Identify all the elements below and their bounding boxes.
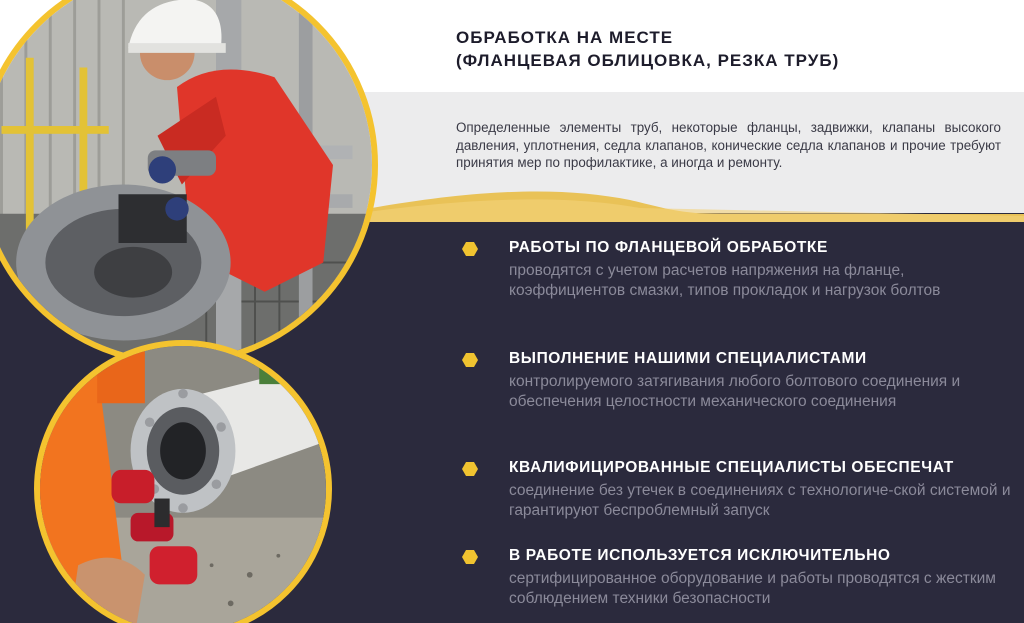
feature-title: В РАБОТЕ ИСПОЛЬЗУЕТСЯ ИСКЛЮЧИТЕЛЬНО [509, 547, 891, 564]
feature-text: сертифицированное оборудование и работы проводятся с жестким соблюдением техники безопасности [509, 570, 996, 607]
pipe-cutting-photo [34, 340, 332, 623]
feature-title: КВАЛИФИЦИРОВАННЫЕ СПЕЦИАЛИСТЫ ОБЕСПЕЧАТ [509, 459, 954, 476]
page-title [456, 26, 1016, 72]
feature-title: ВЫПОЛНЕНИЕ НАШИМИ СПЕЦИАЛИСТАМИ [509, 350, 867, 367]
feature-text: проводятся с учетом расчетов напряжения на фланце, коэффициентов смазки, типов прокладок и нагрузок болтов [509, 262, 941, 299]
feature-title: РАБОТЫ ПО ФЛАНЦЕВОЙ ОБРАБОТКЕ [509, 239, 828, 256]
intro-paragraph: Определенные элементы труб, некоторые фланцы, задвижки, клапаны высокого давления, уплотнения, седла клапанов, конические седла клапанов и прочие требуют принятия мер по профилактике, а иногда и ремонту. [456, 120, 1001, 170]
gold-accent-swoosh [300, 190, 1024, 222]
feature-text: контролируемого затягивания любого болтового соединения и обеспечения целостности механического соединения [509, 373, 961, 410]
page-title-line-1: ОБРАБОТКА НА МЕСТЕ [456, 28, 674, 47]
feature-text: соединение без утечек в соединениях с технологиче-ской системой и гарантируют беспроблемный запуск [509, 482, 1011, 519]
page-title-line-2: (ФЛАНЦЕВАЯ ОБЛИЦОВКА, РЕЗКА ТРУБ) [456, 51, 840, 70]
